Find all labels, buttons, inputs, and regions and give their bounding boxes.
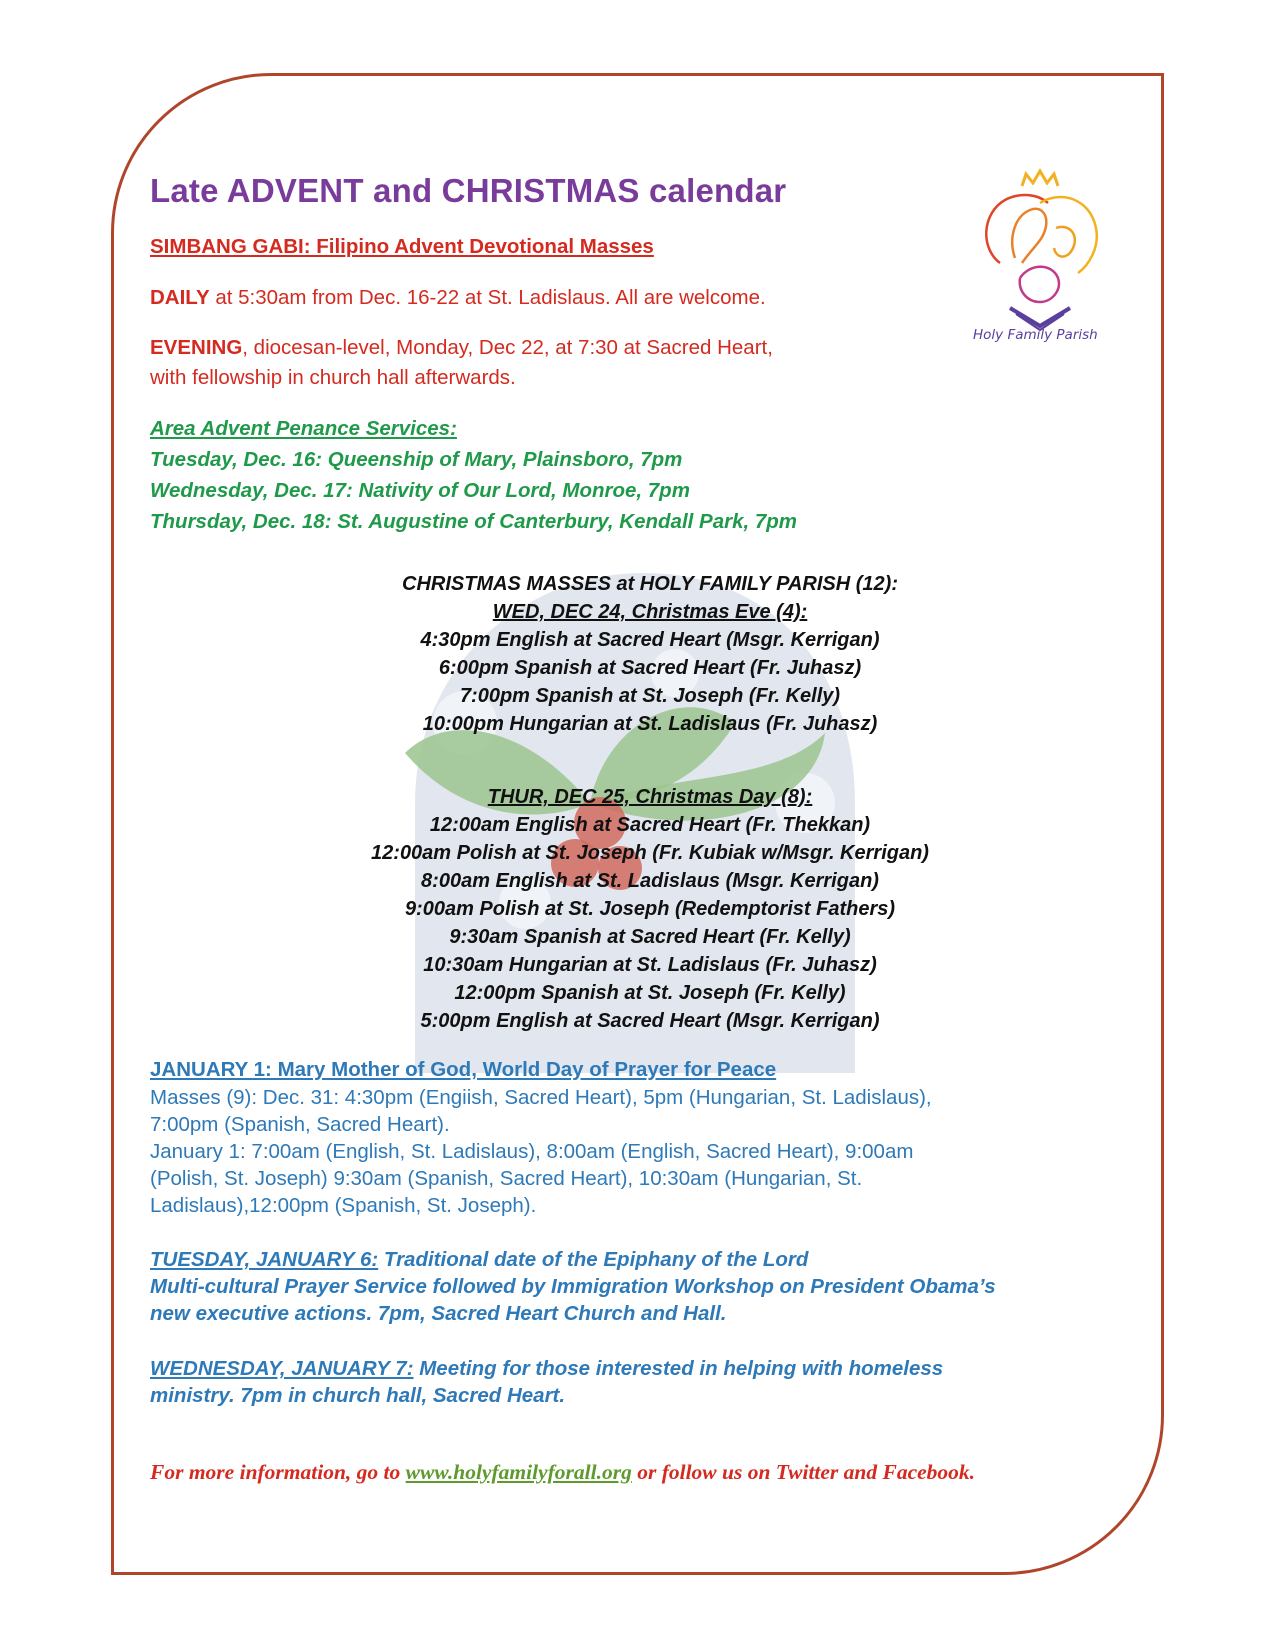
page-title: Late ADVENT and CHRISTMAS calendar <box>150 172 787 209</box>
logo-caption: Holy Family Parish <box>973 327 1098 343</box>
simbang-evening-continued: with fellowship in church hall afterwards. <box>150 366 516 389</box>
christmas-masses <box>150 570 1150 738</box>
christmas-eve-heading: WED, DEC 24, Christmas Eve (4): <box>492 601 808 623</box>
epiphany-line-3: new executive actions. 7pm, Sacred Heart Church and Hall. <box>150 1302 727 1325</box>
mass-item: 10:30am Hungarian at St. Ladislaus (Fr. Juhasz) <box>423 954 877 976</box>
evening-label: EVENING <box>150 336 243 359</box>
epiphany-line <box>150 1248 808 1272</box>
january1-line: January 1: 7:00am (English, St. Ladislaus), 8:00am (English, Sacred Heart), 9:00am <box>150 1140 914 1163</box>
mass-item: 4:30pm English at Sacred Heart (Msgr. Kerrigan) <box>420 629 880 651</box>
mass-item: 12:00pm Spanish at St. Joseph (Fr. Kelly) <box>454 982 846 1004</box>
homeless-title: Meeting for those interested in helping with homeless <box>413 1357 944 1380</box>
christmas-day-masses <box>150 783 1150 1035</box>
penance-item: Thursday, Dec. 18: St. Augustine of Canterbury, Kendall Park, 7pm <box>150 510 798 533</box>
simbang-heading: SIMBANG GABI: Filipino Advent Devotional Masses <box>150 235 654 258</box>
mass-item: 12:00am Polish at St. Joseph (Fr. Kubiak w/Msgr. Kerrigan) <box>371 842 929 864</box>
website-link[interactable]: www.holyfamilyforall.org <box>405 1460 632 1484</box>
footer-prefix: For more information, go to <box>150 1460 406 1484</box>
january1-line: Ladislaus),12:00pm (Spanish, St. Joseph). <box>150 1194 537 1217</box>
simbang-daily <box>150 286 766 310</box>
epiphany-date: TUESDAY, JANUARY 6: <box>150 1248 379 1271</box>
penance-heading: Area Advent Penance Services: <box>150 417 457 440</box>
mass-item: 5:00pm English at Sacred Heart (Msgr. Kerrigan) <box>420 1010 880 1032</box>
january1-line: 7:00pm (Spanish, Sacred Heart). <box>150 1113 450 1136</box>
christmas-day-heading: THUR, DEC 25, Christmas Day (8): <box>487 786 813 808</box>
mass-item: 12:00am English at Sacred Heart (Fr. Thekkan) <box>429 814 871 836</box>
epiphany-line-2: Multi-cultural Prayer Service followed by Immigration Workshop on President Obama’s <box>150 1275 996 1298</box>
mass-item: 10:00pm Hungarian at St. Ladislaus (Fr. Juhasz) <box>422 713 878 735</box>
january1-line: (Polish, St. Joseph) 9:30am (Spanish, Sacred Heart), 10:30am (Hungarian, St. <box>150 1167 863 1190</box>
evening-text: , diocesan-level, Monday, Dec 22, at 7:30 at Sacred Heart, <box>242 336 773 359</box>
holy-family-logo-icon <box>960 168 1120 348</box>
homeless-line <box>150 1357 943 1381</box>
epiphany-title: Traditional date of the Epiphany of the Lord <box>378 1248 809 1271</box>
footer-note <box>150 1460 975 1485</box>
daily-text: at 5:30am from Dec. 16-22 at St. Ladislaus. All are welcome. <box>209 286 766 309</box>
mass-item: 8:00am English at St. Ladislaus (Msgr. Kerrigan) <box>421 870 879 892</box>
january1-line: Masses (9): Dec. 31: 4:30pm (Engiish, Sacred Heart), 5pm (Hungarian, St. Ladislaus), <box>150 1086 932 1109</box>
mass-item: 7:00pm Spanish at St. Joseph (Fr. Kelly) <box>459 685 841 707</box>
simbang-evening <box>150 336 773 360</box>
footer-suffix: or follow us on Twitter and Facebook. <box>631 1460 976 1484</box>
penance-item: Tuesday, Dec. 16: Queenship of Mary, Plainsboro, 7pm <box>150 448 683 471</box>
mass-item: 6:00pm Spanish at Sacred Heart (Fr. Juhasz) <box>438 657 862 679</box>
penance-item: Wednesday, Dec. 17: Nativity of Our Lord, Monroe, 7pm <box>150 479 690 502</box>
christmas-heading: CHRISTMAS MASSES at HOLY FAMILY PARISH (12): <box>402 573 898 595</box>
homeless-line-2: ministry. 7pm in church hall, Sacred Heart. <box>150 1384 566 1407</box>
mass-item: 9:30am Spanish at Sacred Heart (Fr. Kelly) <box>449 926 851 948</box>
daily-label: DAILY <box>150 286 210 309</box>
mass-item: 9:00am Polish at St. Joseph (Redemptorist Fathers) <box>404 898 896 920</box>
homeless-date: WEDNESDAY, JANUARY 7: <box>150 1357 414 1380</box>
january1-heading: JANUARY 1: Mary Mother of God, World Day of Prayer for Peace <box>150 1058 777 1081</box>
